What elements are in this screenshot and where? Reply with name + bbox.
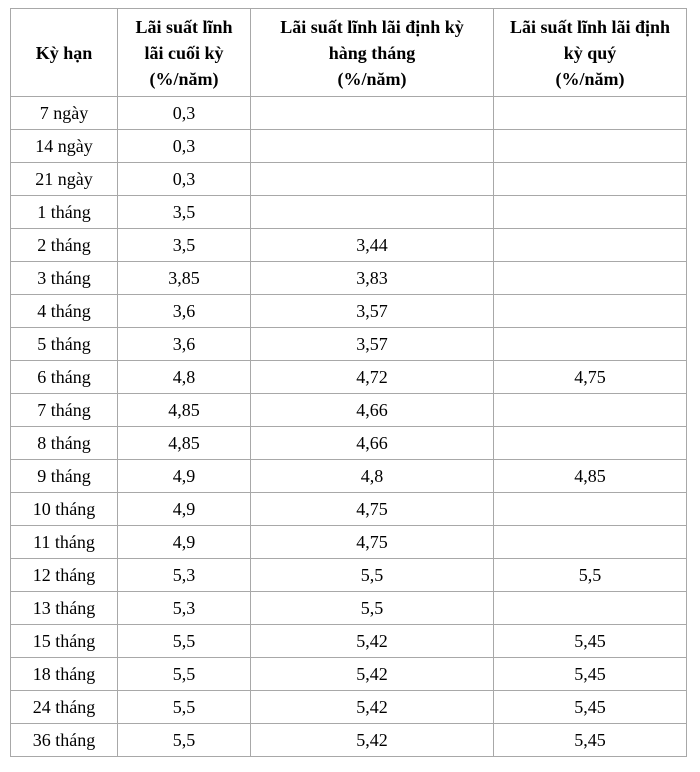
table-row [11, 295, 687, 328]
end-of-term-rate-cell: 0,3 [118, 130, 251, 163]
quarterly-rate-cell: 5,45 [494, 724, 687, 757]
end-of-term-rate-cell: 5,3 [118, 559, 251, 592]
quarterly-rate-cell: 5,5 [494, 559, 687, 592]
term-cell: 1 tháng [11, 196, 118, 229]
end-of-term-rate-cell: 4,9 [118, 526, 251, 559]
monthly-rate-cell: 3,57 [251, 295, 494, 328]
header-end-of-term-rate: Lãi suất lĩnh lãi cuối kỳ (%/năm) [118, 9, 251, 97]
table-row [11, 130, 687, 163]
quarterly-rate-cell [494, 229, 687, 262]
end-of-term-rate-cell: 4,85 [118, 394, 251, 427]
table-row [11, 427, 687, 460]
term-cell: 21 ngày [11, 163, 118, 196]
end-of-term-rate-cell: 3,5 [118, 196, 251, 229]
table-row [11, 328, 687, 361]
term-cell: 3 tháng [11, 262, 118, 295]
quarterly-rate-cell: 4,75 [494, 361, 687, 394]
end-of-term-rate-cell: 4,9 [118, 460, 251, 493]
term-cell: 5 tháng [11, 328, 118, 361]
term-cell: 14 ngày [11, 130, 118, 163]
monthly-rate-cell [251, 163, 494, 196]
table-row [11, 163, 687, 196]
monthly-rate-cell: 4,75 [251, 526, 494, 559]
interest-rate-table [10, 8, 687, 757]
monthly-rate-cell: 3,44 [251, 229, 494, 262]
table-row [11, 691, 687, 724]
quarterly-rate-cell [494, 97, 687, 130]
monthly-rate-cell: 4,72 [251, 361, 494, 394]
term-cell: 12 tháng [11, 559, 118, 592]
end-of-term-rate-cell: 5,3 [118, 592, 251, 625]
monthly-rate-cell: 5,42 [251, 724, 494, 757]
monthly-rate-cell: 3,83 [251, 262, 494, 295]
end-of-term-rate-cell: 3,6 [118, 328, 251, 361]
monthly-rate-cell: 4,66 [251, 427, 494, 460]
table-row [11, 97, 687, 130]
end-of-term-rate-cell: 5,5 [118, 625, 251, 658]
quarterly-rate-cell [494, 394, 687, 427]
monthly-rate-cell: 5,5 [251, 592, 494, 625]
end-of-term-rate-cell: 0,3 [118, 97, 251, 130]
table-row [11, 460, 687, 493]
end-of-term-rate-cell: 4,8 [118, 361, 251, 394]
term-cell: 4 tháng [11, 295, 118, 328]
term-cell: 2 tháng [11, 229, 118, 262]
term-cell: 15 tháng [11, 625, 118, 658]
quarterly-rate-cell: 5,45 [494, 691, 687, 724]
table-row [11, 493, 687, 526]
end-of-term-rate-cell: 5,5 [118, 691, 251, 724]
quarterly-rate-cell [494, 130, 687, 163]
end-of-term-rate-cell: 4,85 [118, 427, 251, 460]
table-row [11, 262, 687, 295]
quarterly-rate-cell [494, 427, 687, 460]
quarterly-rate-cell [494, 493, 687, 526]
table-row [11, 526, 687, 559]
quarterly-rate-cell [494, 328, 687, 361]
quarterly-rate-cell [494, 526, 687, 559]
table-row [11, 229, 687, 262]
table-body [11, 97, 687, 757]
quarterly-rate-cell: 4,85 [494, 460, 687, 493]
table-row [11, 196, 687, 229]
monthly-rate-cell: 5,42 [251, 691, 494, 724]
term-cell: 9 tháng [11, 460, 118, 493]
term-cell: 36 tháng [11, 724, 118, 757]
monthly-rate-cell: 5,42 [251, 658, 494, 691]
quarterly-rate-cell [494, 163, 687, 196]
table-row [11, 625, 687, 658]
term-cell: 10 tháng [11, 493, 118, 526]
term-cell: 13 tháng [11, 592, 118, 625]
quarterly-rate-cell: 5,45 [494, 658, 687, 691]
monthly-rate-cell: 4,66 [251, 394, 494, 427]
quarterly-rate-cell [494, 295, 687, 328]
end-of-term-rate-cell: 5,5 [118, 658, 251, 691]
quarterly-rate-cell: 5,45 [494, 625, 687, 658]
monthly-rate-cell [251, 196, 494, 229]
monthly-rate-cell [251, 130, 494, 163]
term-cell: 6 tháng [11, 361, 118, 394]
term-cell: 8 tháng [11, 427, 118, 460]
monthly-rate-cell: 5,42 [251, 625, 494, 658]
monthly-rate-cell: 4,75 [251, 493, 494, 526]
term-cell: 24 tháng [11, 691, 118, 724]
term-cell: 18 tháng [11, 658, 118, 691]
term-cell: 7 tháng [11, 394, 118, 427]
end-of-term-rate-cell: 3,6 [118, 295, 251, 328]
end-of-term-rate-cell: 3,5 [118, 229, 251, 262]
end-of-term-rate-cell: 0,3 [118, 163, 251, 196]
end-of-term-rate-cell: 3,85 [118, 262, 251, 295]
table-header [11, 9, 687, 97]
term-cell: 7 ngày [11, 97, 118, 130]
monthly-rate-cell [251, 97, 494, 130]
end-of-term-rate-cell: 4,9 [118, 493, 251, 526]
header-monthly-rate: Lãi suất lĩnh lãi định kỳ hàng tháng (%/năm) [251, 9, 494, 97]
monthly-rate-cell: 5,5 [251, 559, 494, 592]
header-term: Kỳ hạn [11, 9, 118, 97]
term-cell: 11 tháng [11, 526, 118, 559]
quarterly-rate-cell [494, 196, 687, 229]
table-row [11, 394, 687, 427]
table-row [11, 592, 687, 625]
monthly-rate-cell: 3,57 [251, 328, 494, 361]
header-row [11, 9, 687, 97]
quarterly-rate-cell [494, 592, 687, 625]
table-row [11, 559, 687, 592]
header-quarterly-rate: Lãi suất lĩnh lãi định kỳ quý (%/năm) [494, 9, 687, 97]
table-row [11, 658, 687, 691]
end-of-term-rate-cell: 5,5 [118, 724, 251, 757]
table-row [11, 361, 687, 394]
quarterly-rate-cell [494, 262, 687, 295]
monthly-rate-cell: 4,8 [251, 460, 494, 493]
table-row [11, 724, 687, 757]
